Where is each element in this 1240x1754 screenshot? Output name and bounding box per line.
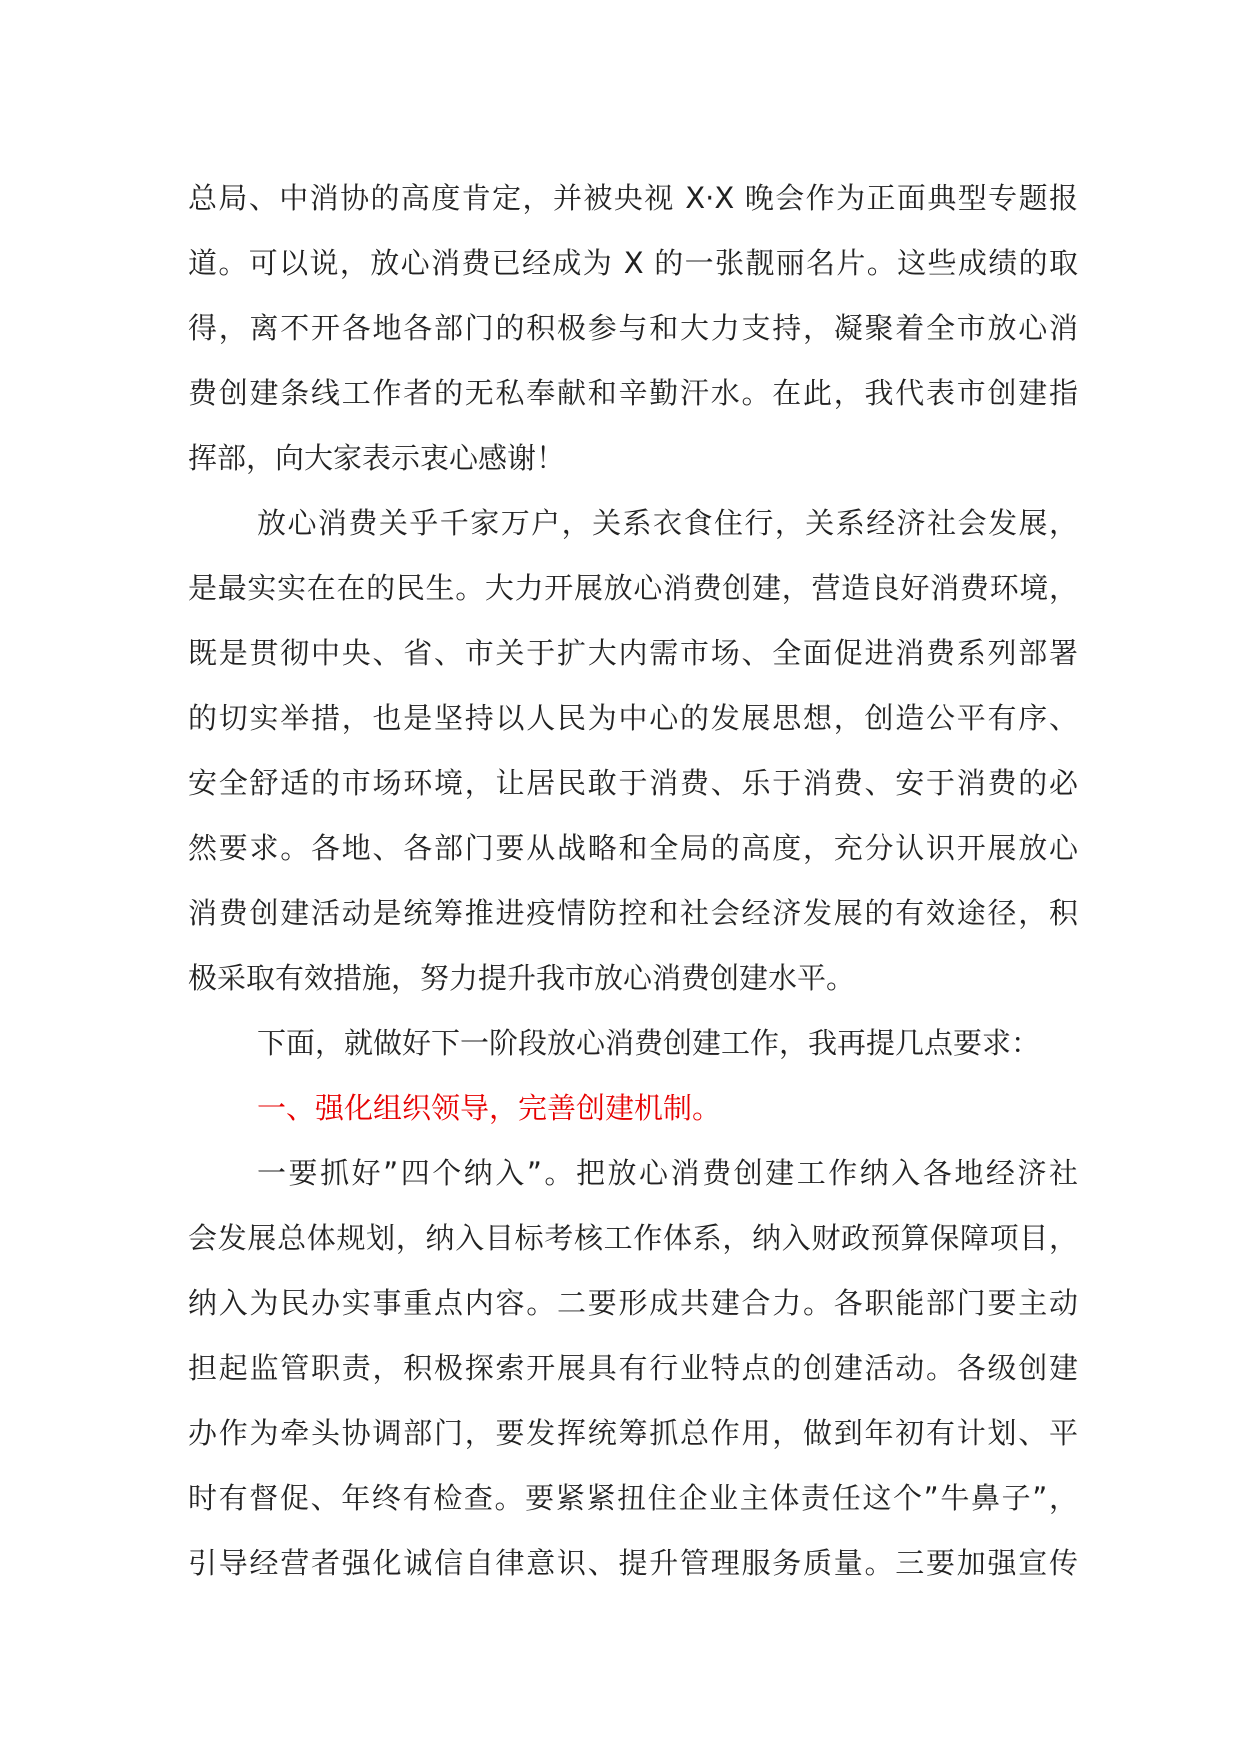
section-heading: 一、强化组织领导，完善创建机制。 bbox=[257, 1091, 722, 1125]
paragraph-line: 道。可以说，放心消费已经成为 X 的一张靓丽名片。这些成绩的取 bbox=[188, 246, 1078, 280]
paragraph-line: 纳入为民办实事重点内容。二要形成共建合力。各职能部门要主动 bbox=[188, 1286, 1078, 1320]
paragraph-line: 费创建条线工作者的无私奉献和辛勤汗水。在此，我代表市创建指 bbox=[188, 376, 1078, 410]
paragraph-line: 消费创建活动是统筹推进疫情防控和社会经济发展的有效途径，积 bbox=[188, 896, 1078, 930]
paragraph-line: 安全舒适的市场环境，让居民敢于消费、乐于消费、安于消费的必 bbox=[188, 766, 1078, 800]
paragraph-line: 会发展总体规划，纳入目标考核工作体系，纳入财政预算保障项目， bbox=[188, 1221, 1078, 1255]
paragraph-line: 挥部，向大家表示衷心感谢！ bbox=[188, 441, 566, 475]
paragraph-line: 办作为牵头协调部门，要发挥统筹抓总作用，做到年初有计划、平 bbox=[188, 1416, 1078, 1450]
paragraph-line: 的切实举措，也是坚持以人民为中心的发展思想，创造公平有序、 bbox=[188, 701, 1078, 735]
paragraph-line: 放心消费关乎千家万户，关系衣食住行，关系经济社会发展， bbox=[257, 506, 1078, 540]
document-page bbox=[188, 166, 1078, 1596]
paragraph-line: 下面，就做好下一阶段放心消费创建工作，我再提几点要求： bbox=[257, 1026, 1041, 1060]
paragraph-line: 然要求。各地、各部门要从战略和全局的高度，充分认识开展放心 bbox=[188, 831, 1078, 865]
paragraph-line: 得，离不开各地各部门的积极参与和大力支持，凝聚着全市放心消 bbox=[188, 311, 1078, 345]
paragraph-line: 是最实实在在的民生。大力开展放心消费创建，营造良好消费环境， bbox=[188, 571, 1078, 605]
paragraph-line: 极采取有效措施，努力提升我市放心消费创建水平。 bbox=[188, 961, 856, 995]
paragraph-line: 引导经营者强化诚信自律意识、提升管理服务质量。三要加强宣传 bbox=[188, 1546, 1078, 1580]
paragraph-line: 总局、中消协的高度肯定，并被央视 X·X 晚会作为正面典型专题报 bbox=[188, 181, 1078, 215]
paragraph-line: 时有督促、年终有检查。要紧紧扭住企业主体责任这个”牛鼻子”， bbox=[188, 1481, 1078, 1515]
paragraph-line: 担起监管职责，积极探索开展具有行业特点的创建活动。各级创建 bbox=[188, 1351, 1078, 1385]
paragraph-line: 既是贯彻中央、省、市关于扩大内需市场、全面促进消费系列部署 bbox=[188, 636, 1078, 670]
paragraph-line: 一要抓好”四个纳入”。把放心消费创建工作纳入各地经济社 bbox=[257, 1156, 1078, 1190]
